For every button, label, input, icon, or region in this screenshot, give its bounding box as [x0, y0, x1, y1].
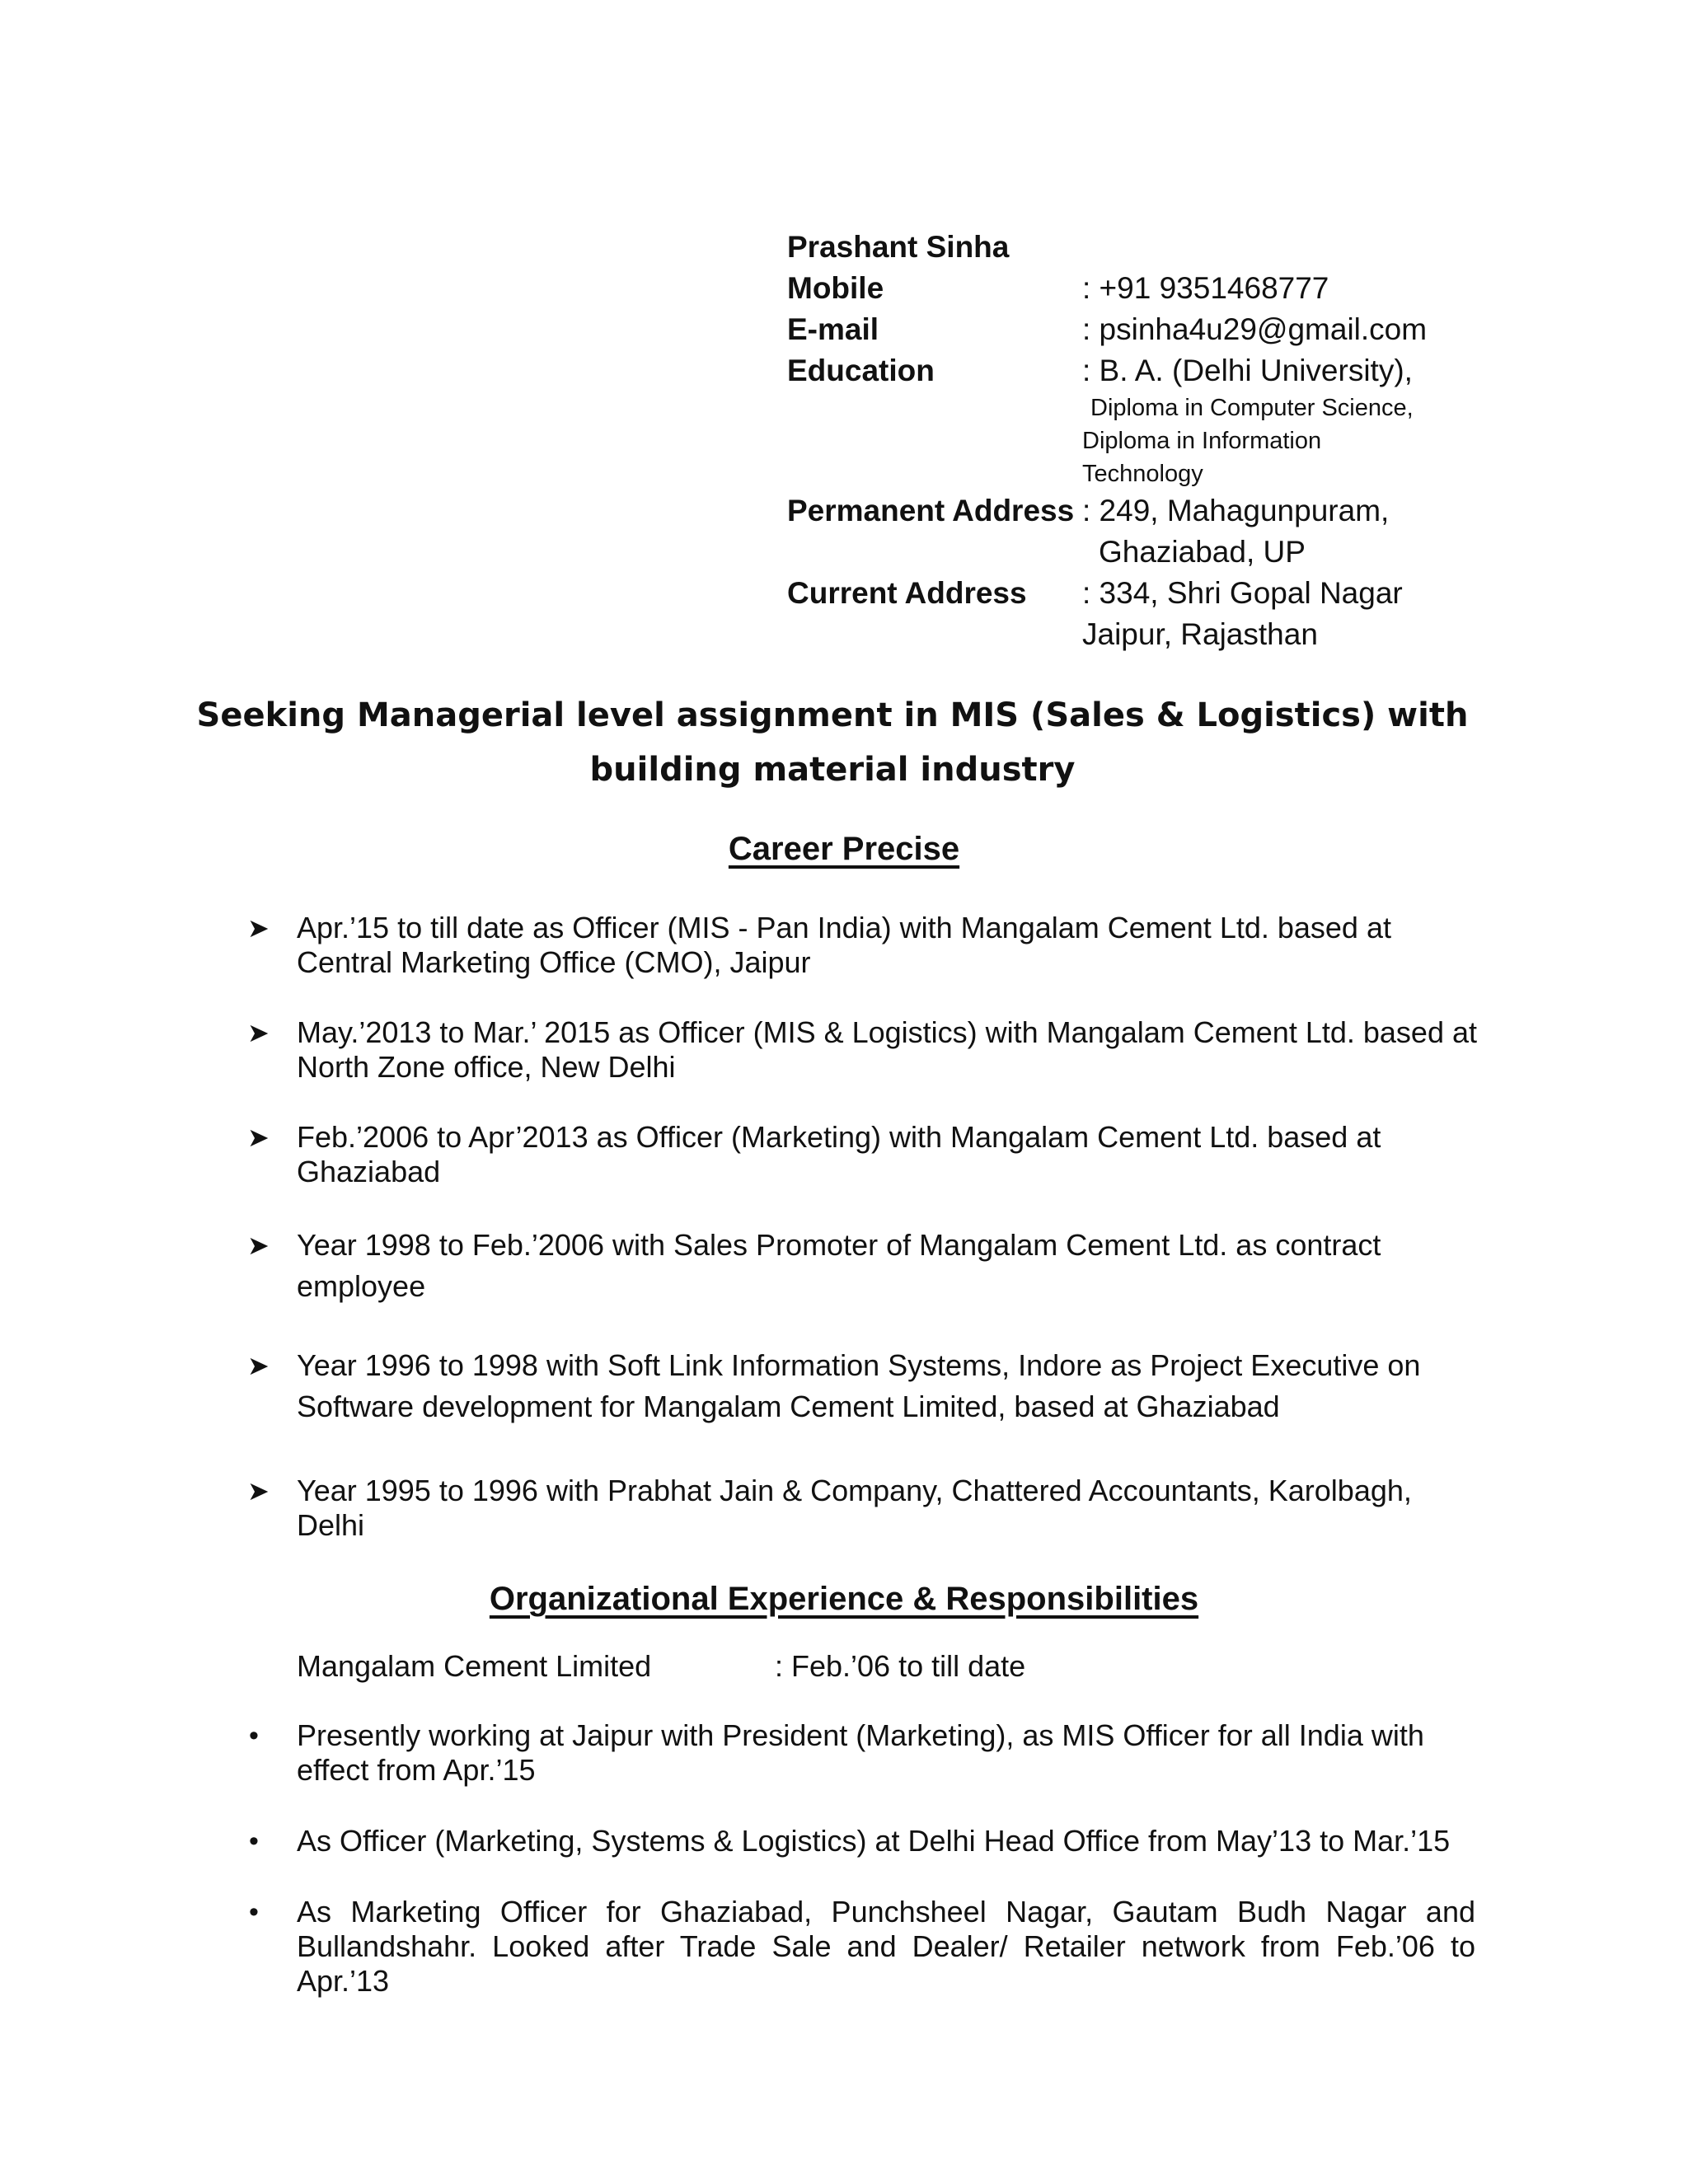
- mobile-row: [787, 268, 1529, 309]
- employer-name: Mangalam Cement Limited: [297, 1649, 652, 1683]
- email-value: : psinha4u29@gmail.com: [1082, 312, 1428, 346]
- current-address-value: : 334, Shri Gopal Nagar: [1082, 576, 1403, 610]
- org-section-title: Organizational Experience & Responsibilities: [489, 1581, 1199, 1617]
- arrow-bullet-icon: ➤: [247, 1122, 270, 1152]
- employment-period: : Feb.’06 to till date: [775, 1649, 1026, 1683]
- objective-line-1: Seeking Managerial level assignment in MIS (Sales & Logistics) with: [196, 696, 1469, 734]
- permanent-address-row: [787, 490, 1529, 532]
- permanent-address-value: : 249, Mahagunpuram,: [1082, 494, 1390, 527]
- education-label: Education: [787, 354, 935, 387]
- education-details: [1082, 391, 1529, 490]
- mobile-label: Mobile: [787, 271, 884, 305]
- current-address-label: Current Address: [787, 576, 1027, 610]
- employer-line: [297, 1648, 1025, 1685]
- list-item: ➤ May.’2013 to Mar.’ 2015 as Officer (MIS & Logistics) with Mangalam Cement Ltd. based at North Zone office, New Delhi: [247, 1015, 1477, 1084]
- list-item: ➤ Feb.’2006 to Apr’2013 as Officer (Marketing) with Mangalam Cement Ltd. based at Ghaziabad: [247, 1120, 1381, 1188]
- responsibility-list: [247, 1718, 1475, 1999]
- permanent-address-city: Ghaziabad, UP: [1099, 535, 1306, 569]
- career-section-title: Career Precise: [728, 831, 960, 867]
- arrow-bullet-icon: ➤: [247, 1018, 270, 1047]
- permanent-address-label: Permanent Address: [787, 494, 1075, 527]
- email-label: E-mail: [787, 312, 879, 346]
- list-item: • Presently working at Jaipur with President (Marketing), as MIS Officer for all India with effect from Apr.’15: [249, 1718, 1424, 1787]
- education-detail-line: Diploma in Information: [1082, 428, 1322, 454]
- list-item: ➤ Year 1995 to 1996 with Prabhat Jain & Company, Chattered Accountants, Karolbagh, Delhi: [247, 1474, 1412, 1542]
- education-value: : B. A. (Delhi University),: [1082, 354, 1413, 387]
- list-item: ➤ Apr.’15 to till date as Officer (MIS - Pan India) with Mangalam Cement Ltd. based at Central Marketing Office (CMO), Jaipur: [247, 911, 1391, 979]
- list-item: • As Marketing Officer for Ghaziabad, Punchsheel Nagar, Gautam Budh Nagar and Bullandshahr. Looked after Trade Sale and Dealer/ Retailer network from Feb.’06 to Apr.’13: [249, 1895, 1475, 1998]
- permanent-address-row-2: [787, 532, 1529, 573]
- arrow-bullet-icon: ➤: [247, 1351, 270, 1380]
- education-row: [787, 350, 1529, 391]
- current-address-city: Jaipur, Rajasthan: [1082, 617, 1318, 651]
- current-address-row: [787, 573, 1529, 614]
- list-item: • As Officer (Marketing, Systems & Logistics) at Delhi Head Office from May’13 to Mar.’15: [249, 1824, 1451, 1858]
- arrow-bullet-icon: ➤: [247, 1476, 270, 1506]
- contact-block: [787, 227, 1529, 655]
- mobile-value: : +91 9351468777: [1082, 271, 1329, 305]
- list-item: ➤ Year 1998 to Feb.’2006 with Sales Promoter of Mangalam Cement Ltd. as contract employee: [247, 1225, 1484, 1307]
- arrow-bullet-icon: ➤: [247, 913, 270, 943]
- list-item: ➤ Year 1996 to 1998 with Soft Link Information Systems, Indore as Project Executive on Software development for Mangalam Cement Limited, based at Ghaziabad: [247, 1345, 1484, 1427]
- career-list: [247, 911, 1484, 1543]
- candidate-name: Prashant Sinha: [787, 230, 1010, 264]
- bullet-icon: •: [249, 1825, 259, 1857]
- email-row: [787, 309, 1529, 350]
- objective-heading: [148, 688, 1517, 797]
- current-address-row-2: [787, 614, 1529, 655]
- objective-line-2: building material industry: [589, 751, 1076, 789]
- bullet-icon: •: [249, 1896, 259, 1928]
- education-detail-line: Technology: [1082, 461, 1203, 487]
- education-detail-line: Diploma in Computer Science,: [1090, 395, 1414, 421]
- arrow-bullet-icon: ➤: [247, 1230, 270, 1260]
- bullet-icon: •: [249, 1720, 259, 1751]
